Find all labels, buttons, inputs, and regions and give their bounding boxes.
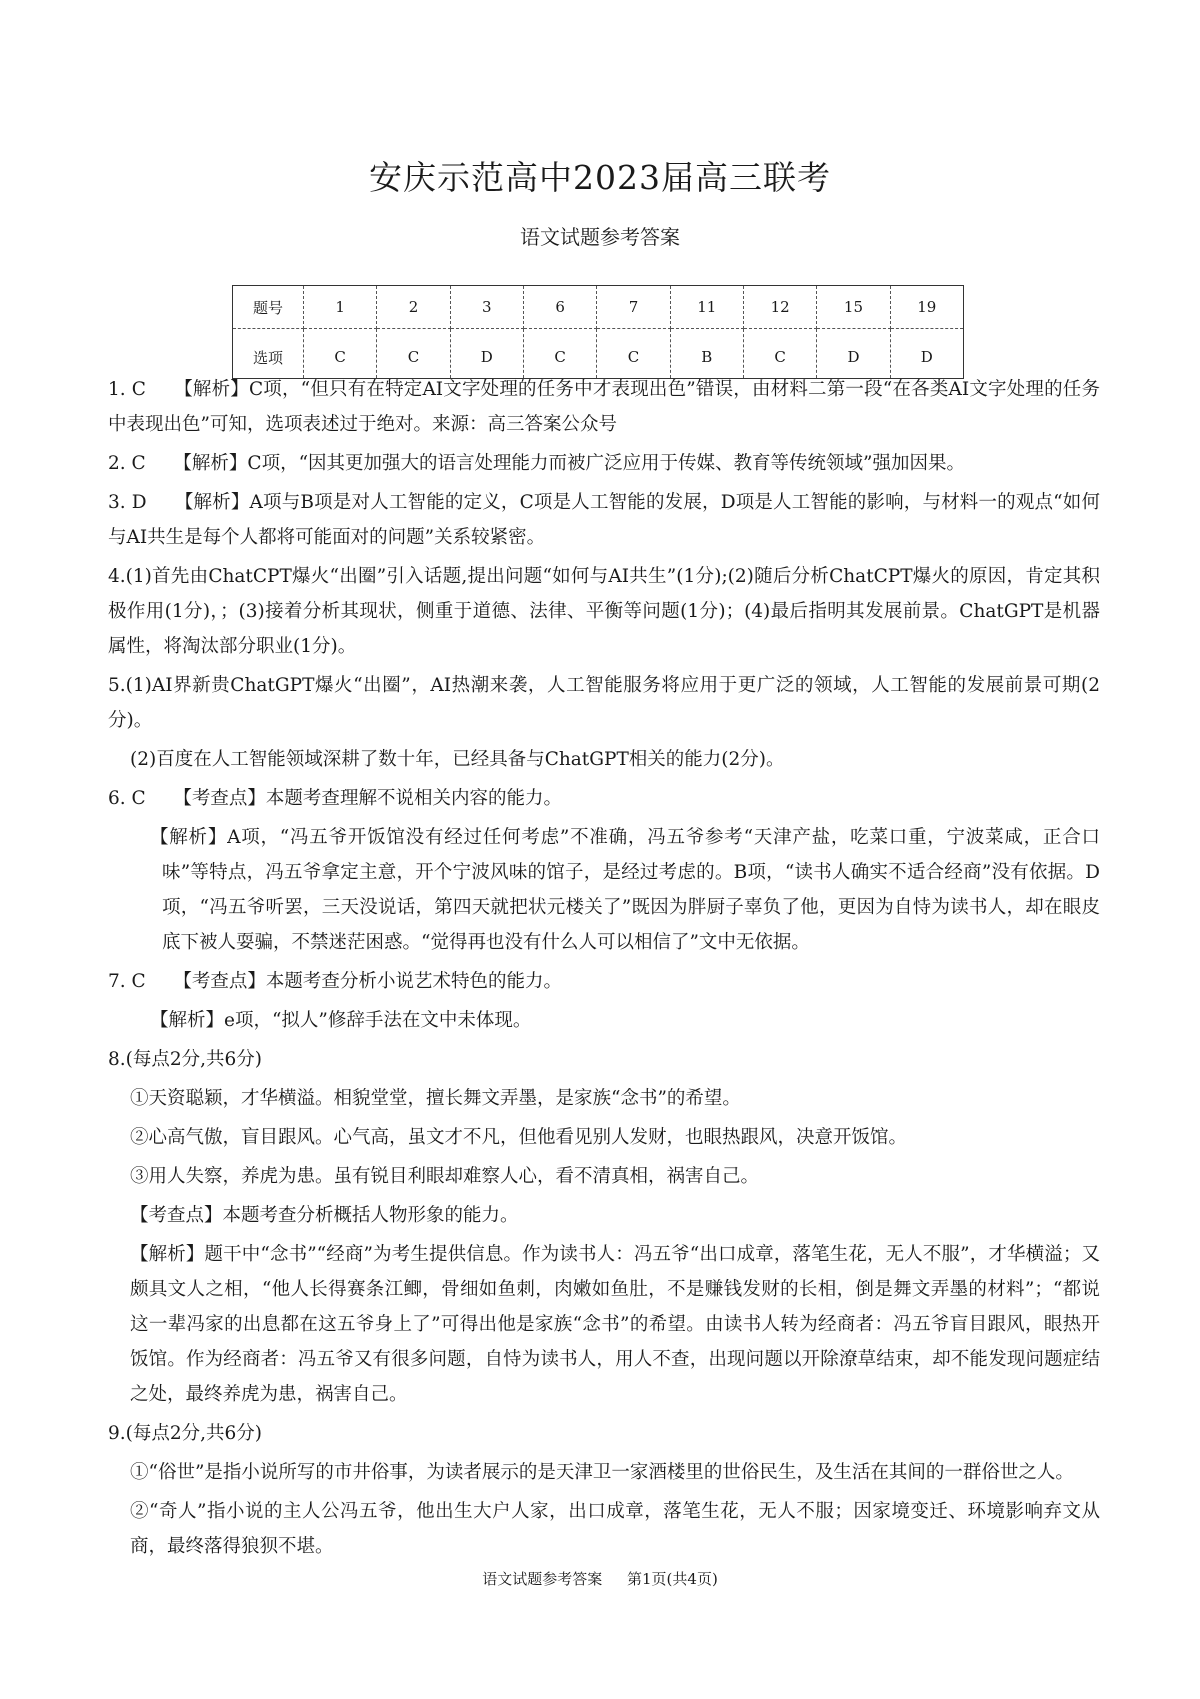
page-footer (0, 1568, 1200, 1589)
answer-option: C (304, 329, 377, 379)
answer-paragraph: 【解析】A项，“冯五爷开饭馆没有经过任何考虑”不准确，冯五爷参考“天津产盐，吃菜口重，宁波菜咸，正合口味”等特点，冯五爷拿定主意，开个宁波风味的馆子，是经过考虑的。B项，“读书人确实不适合经商”没有依据。D项，“冯五爷听罢，三天没说话，第四天就把状元楼关了”既因为胖厨子辜负了他，更因为自恃为读书人，却在眼皮底下被人耍骗，不禁迷茫困惑。“觉得再也没有什么人可以相信了”文中无依据。 (150, 827, 1100, 953)
answer-option: D (890, 329, 963, 379)
answer-option: D (817, 329, 890, 379)
question-number: 15 (817, 286, 890, 329)
question-number: 2 (377, 286, 450, 329)
row-label-number: 题号 (233, 286, 304, 329)
question-number: 3 (450, 286, 523, 329)
answer-paragraph: 3. D 【解析】A项与B项是对人工智能的定义，C项是人工智能的发展，D项是人工智能的影响，与材料一的观点“如何与AI共生是每个人都将可能面对的问题”关系较紧密。 (108, 492, 1100, 548)
question-number: 1 (304, 286, 377, 329)
answer-paragraph: ②“奇人”指小说的主人公冯五爷，他出生大户人家，出口成章，落笔生花，无人不服；因家境变迁、环境影响弃文从商，最终落得狼狈不堪。 (130, 1501, 1100, 1557)
answer-paragraph: 4.(1)首先由ChatCPT爆火“出圈”引入话题,提出问题“如何与AI共生”(1分);(2)随后分析ChatCPT爆火的原因，肯定其积极作用(1分)，；(3)接着分析其现状，侧重于道德、法律、平衡等问题(1分)；(4)最后指明其发展前景。ChatGPT是机器属性，将淘汰部分职业(1分)。 (108, 566, 1100, 657)
answer-paragraph: 1. C 【解析】C项，“但只有在特定AI文字处理的任务中才表现出色”错误，由材料二第一段“在各类AI文字处理的任务中表现出色”可知，选项表述过于绝对。来源：高三答案公众号 (108, 379, 1100, 435)
question-number: 6 (523, 286, 596, 329)
answer-option: C (377, 329, 450, 379)
question-number: 7 (597, 286, 670, 329)
footer-page-number: 第1页(共4页) (627, 1570, 718, 1588)
answer-paragraph: ②心高气傲，盲目跟风。心气高，虽文才不凡，但他看见别人发财，也眼热跟风，决意开饭馆。 (130, 1127, 908, 1148)
question-number: 12 (743, 286, 816, 329)
question-number: 19 (890, 286, 963, 329)
answer-table-option-row (233, 329, 964, 379)
answer-option: C (743, 329, 816, 379)
answer-paragraph: 9.(每点2分,共6分) (108, 1423, 263, 1444)
answer-paragraph: 2. C 【解析】C项，“因其更加强大的语言处理能力而被广泛应用于传媒、教育等传统领域”强加因果。 (108, 453, 966, 474)
answer-table (232, 285, 964, 379)
answer-paragraph: 6. C 【考查点】本题考查理解不说相关内容的能力。 (108, 788, 562, 809)
answer-paragraph: ③用人失察，养虎为患。虽有锐目利眼却难察人心，看不清真相，祸害自己。 (130, 1166, 760, 1187)
answer-paragraph: 7. C 【考查点】本题考查分析小说艺术特色的能力。 (108, 971, 562, 992)
answer-table-number-row (233, 286, 964, 329)
answer-paragraph: ①天资聪颖，才华横溢。相貌堂堂，擅长舞文弄墨，是家族“念书”的希望。 (130, 1088, 741, 1109)
answer-option: B (670, 329, 743, 379)
footer-doc-name: 语文试题参考答案 (482, 1570, 603, 1588)
page-subtitle: 语文试题参考答案 (520, 225, 680, 249)
answer-paragraph: (2)百度在人工智能领域深耕了数十年，已经具备与ChatGPT相关的能力(2分)。 (130, 749, 785, 770)
answer-paragraph: ①“俗世”是指小说所写的市井俗事，为读者展示的是天津卫一家酒楼里的世俗民生，及生活在其间的一群俗世之人。 (130, 1462, 1074, 1483)
page-title: 安庆示范高中2023届高三联考 (369, 158, 831, 197)
answer-option: C (523, 329, 596, 379)
answer-paragraph: 5.(1)AI界新贵ChatGPT爆火“出圈”，AI热潮来袭，人工智能服务将应用于更广泛的领域，人工智能的发展前景可期(2分)。 (108, 675, 1100, 731)
row-label-option: 选项 (233, 329, 304, 379)
answer-paragraph: 【解析】题干中“念书”“经商”为考生提供信息。作为读书人：冯五爷“出口成章，落笔生花，无人不服”，才华横溢；又颇具文人之相，“他人长得赛条江鲫，骨细如鱼刺，肉嫩如鱼肚，不是赚钱发财的长相，倒是舞文弄墨的材料”；“都说这一辈冯家的出息都在这五爷身上了”可得出他是家族“念书”的希望。由读书人转为经商者：冯五爷盲目跟风，眼热开饭馆。作为经商者：冯五爷又有很多问题，自恃为读书人，用人不查，出现问题以开除潦草结束，却不能发现问题症结之处，最终养虎为患，祸害自己。 (130, 1244, 1100, 1405)
answer-option: C (597, 329, 670, 379)
answer-paragraph: 【解析】e项，“拟人”修辞手法在文中未体现。 (150, 1010, 532, 1031)
answer-option: D (450, 329, 523, 379)
answer-explanations (108, 372, 1100, 1568)
question-number: 11 (670, 286, 743, 329)
answer-paragraph: 8.(每点2分,共6分) (108, 1049, 263, 1070)
answer-paragraph: 【考查点】本题考查分析概括人物形象的能力。 (130, 1205, 519, 1226)
